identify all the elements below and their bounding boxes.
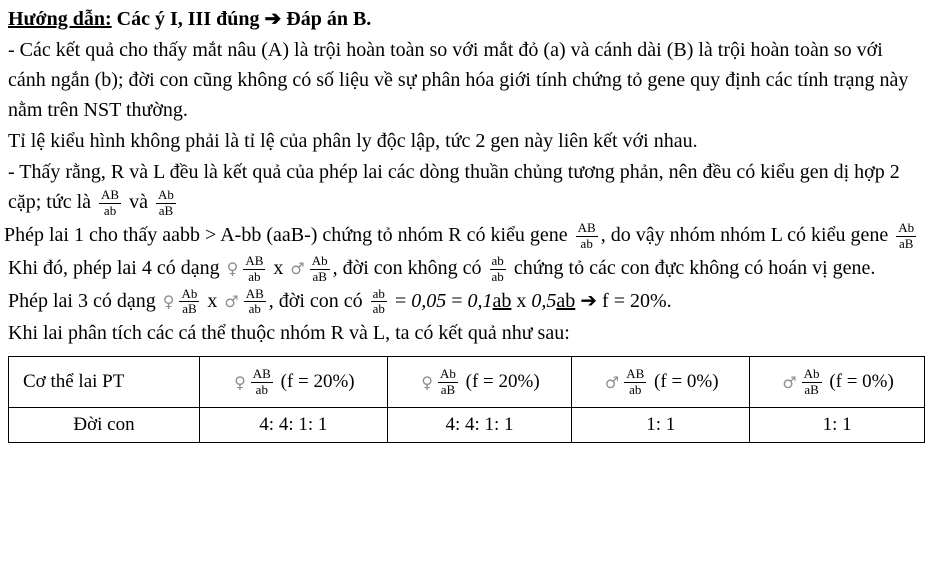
text-run: (f = 0%): [649, 370, 719, 392]
female-symbol: ♀: [234, 372, 246, 392]
text-run: , đời con có: [268, 289, 368, 312]
fraction-denominator: aB: [898, 235, 914, 251]
text-run: Các ý I, III đúng ➔ Đáp án B.: [111, 8, 372, 30]
text-run: (f = 20%): [275, 370, 355, 392]
text-run: 1: 1: [822, 414, 852, 436]
text-run: 4: 4: 1: 1: [259, 414, 328, 436]
male-symbol: ♂: [290, 259, 305, 279]
text-run: , đời con không có: [332, 256, 487, 279]
fraction-numerator: AB: [245, 285, 264, 301]
paragraph-guide-heading: [8, 4, 925, 34]
text-run: 0,05: [411, 289, 447, 312]
fraction-denominator: aB: [182, 301, 197, 317]
cell-parent-4: [750, 357, 925, 408]
text-run: 0,5: [531, 289, 557, 312]
cell-parent-label: [9, 357, 200, 408]
fraction-denominator: aB: [804, 381, 819, 397]
text-run: Cơ thể lai PT: [23, 371, 125, 393]
male-symbol: ♂: [224, 291, 239, 311]
text-run: Tỉ lệ kiểu hình không phải là tỉ lệ của phân ly độc lập, tức 2 gen này liên kết với nhau.: [8, 130, 698, 152]
text-run: ab: [556, 289, 576, 312]
text-run: =: [446, 289, 468, 312]
cell-offspring-2: [387, 408, 572, 443]
cell-parent-1: [200, 357, 388, 408]
text-run: Khi lai phân tích các cá thể thuộc nhóm R và L, ta có kết quả như sau:: [8, 322, 570, 345]
text-run: 4: 4: 1: 1: [445, 414, 514, 436]
text-run: ab: [492, 289, 512, 312]
male-symbol: ♂: [604, 372, 620, 392]
fraction-denominator: ab: [255, 381, 268, 397]
genotype-fraction: [244, 287, 266, 318]
text-run: ➔ f = 20%.: [575, 289, 672, 312]
text-run: (f = 20%): [460, 370, 540, 392]
text-run: x: [511, 289, 532, 312]
paragraph-testcross-intro: [8, 318, 925, 348]
text-run: - Các kết quả cho thấy mắt nâu (A) là trội hoàn toàn so với mắt đỏ (a) và cánh dài (B) là trội hoàn toàn so với cánh ngắn (b); đời con cũng không có số liệu về sự phân hóa giới tính chứng tỏ gene quy định các tính trạng này nằm trên NST thường.: [8, 39, 909, 121]
paragraph-linkage-note: [8, 126, 925, 156]
fraction-numerator: AB: [245, 252, 264, 268]
fraction-numerator: ab: [372, 285, 385, 301]
cell-offspring-label: [9, 408, 200, 443]
fraction-numerator: Ab: [898, 219, 915, 235]
text-run: chứng tỏ các con đực không có hoán vị gene.: [508, 256, 876, 279]
fraction-denominator: ab: [491, 268, 504, 284]
genotype-fraction: [576, 221, 598, 252]
genotype-fraction: [99, 188, 121, 219]
fraction-numerator: AB: [101, 186, 120, 202]
genotype-fraction: [156, 188, 176, 219]
text-run: Phép lai 3 có dạng: [8, 289, 161, 312]
fraction-numerator: Ab: [311, 252, 328, 268]
table-offspring-row: [9, 408, 925, 443]
fraction-denominator: ab: [580, 235, 593, 251]
fraction-numerator: Ab: [803, 365, 820, 381]
paragraph-cross-1-note: [4, 220, 925, 252]
female-symbol: ♀: [162, 291, 175, 311]
paragraph-cross-3-note: [8, 286, 925, 318]
paragraph-heterozygote-note: [8, 157, 925, 219]
fraction-denominator: aB: [440, 381, 456, 397]
cell-offspring-4: [750, 408, 925, 443]
paragraph-cross-4-note: [8, 253, 925, 285]
cross-results-table: [8, 356, 925, 443]
female-symbol: ♀: [226, 259, 239, 279]
text-run: Phép lai 1 cho thấy aabb > A-bb (aaB-) chứng tỏ nhóm R có kiểu gene: [4, 223, 573, 246]
cell-offspring-3: [572, 408, 750, 443]
text-run: - Thấy rằng, R và L đều là kết quả của phép lai các dòng thuần chủng tương phản, nên đều có kiểu gen dị hợp 2 cặp; tức là: [8, 161, 900, 213]
fraction-denominator: ab: [372, 301, 385, 317]
paragraph-dominance-explanation: [8, 35, 925, 125]
text-run: và: [124, 191, 153, 213]
text-run: 0,1: [467, 289, 493, 312]
fraction-denominator: ab: [103, 202, 117, 218]
fraction-numerator: ab: [491, 252, 504, 268]
fraction-numerator: Ab: [181, 285, 198, 301]
fraction-denominator: ab: [248, 268, 261, 284]
text-run: , do vậy nhóm nhóm L có kiểu gene: [600, 223, 894, 246]
genotype-fraction: [371, 287, 387, 318]
table-header-row: [9, 357, 925, 408]
fraction-denominator: ab: [248, 301, 261, 317]
text-run: Hướng dẫn:: [8, 8, 112, 30]
genotype-fraction: [438, 367, 458, 398]
fraction-denominator: ab: [629, 381, 642, 397]
cell-parent-3: [572, 357, 750, 408]
cell-parent-2: [387, 357, 572, 408]
genotype-fraction: [490, 254, 506, 285]
genotype-fraction: [179, 287, 199, 318]
text-run: =: [389, 289, 412, 312]
cell-offspring-1: [200, 408, 388, 443]
male-symbol: ♂: [782, 372, 797, 392]
text-run: x: [268, 256, 289, 279]
text-run: Đời con: [73, 414, 135, 436]
genotype-fraction: [802, 367, 822, 398]
fraction-numerator: AB: [626, 365, 645, 381]
fraction-numerator: Ab: [157, 186, 174, 202]
genotype-fraction: [251, 367, 273, 398]
fraction-denominator: aB: [158, 202, 174, 218]
text-run: 1: 1: [646, 414, 676, 436]
fraction-numerator: AB: [252, 365, 271, 381]
genotype-fraction: [896, 221, 916, 252]
fraction-numerator: AB: [577, 219, 596, 235]
female-symbol: ♀: [421, 372, 434, 392]
genotype-fraction: [624, 367, 646, 398]
text-run: x: [202, 289, 223, 312]
text-run: (f = 0%): [824, 370, 894, 392]
fraction-numerator: Ab: [440, 365, 456, 381]
text-run: Khi đó, phép lai 4 có dạng: [8, 256, 225, 279]
genotype-fraction: [310, 254, 330, 285]
fraction-denominator: aB: [312, 268, 327, 284]
genotype-fraction: [243, 254, 265, 285]
